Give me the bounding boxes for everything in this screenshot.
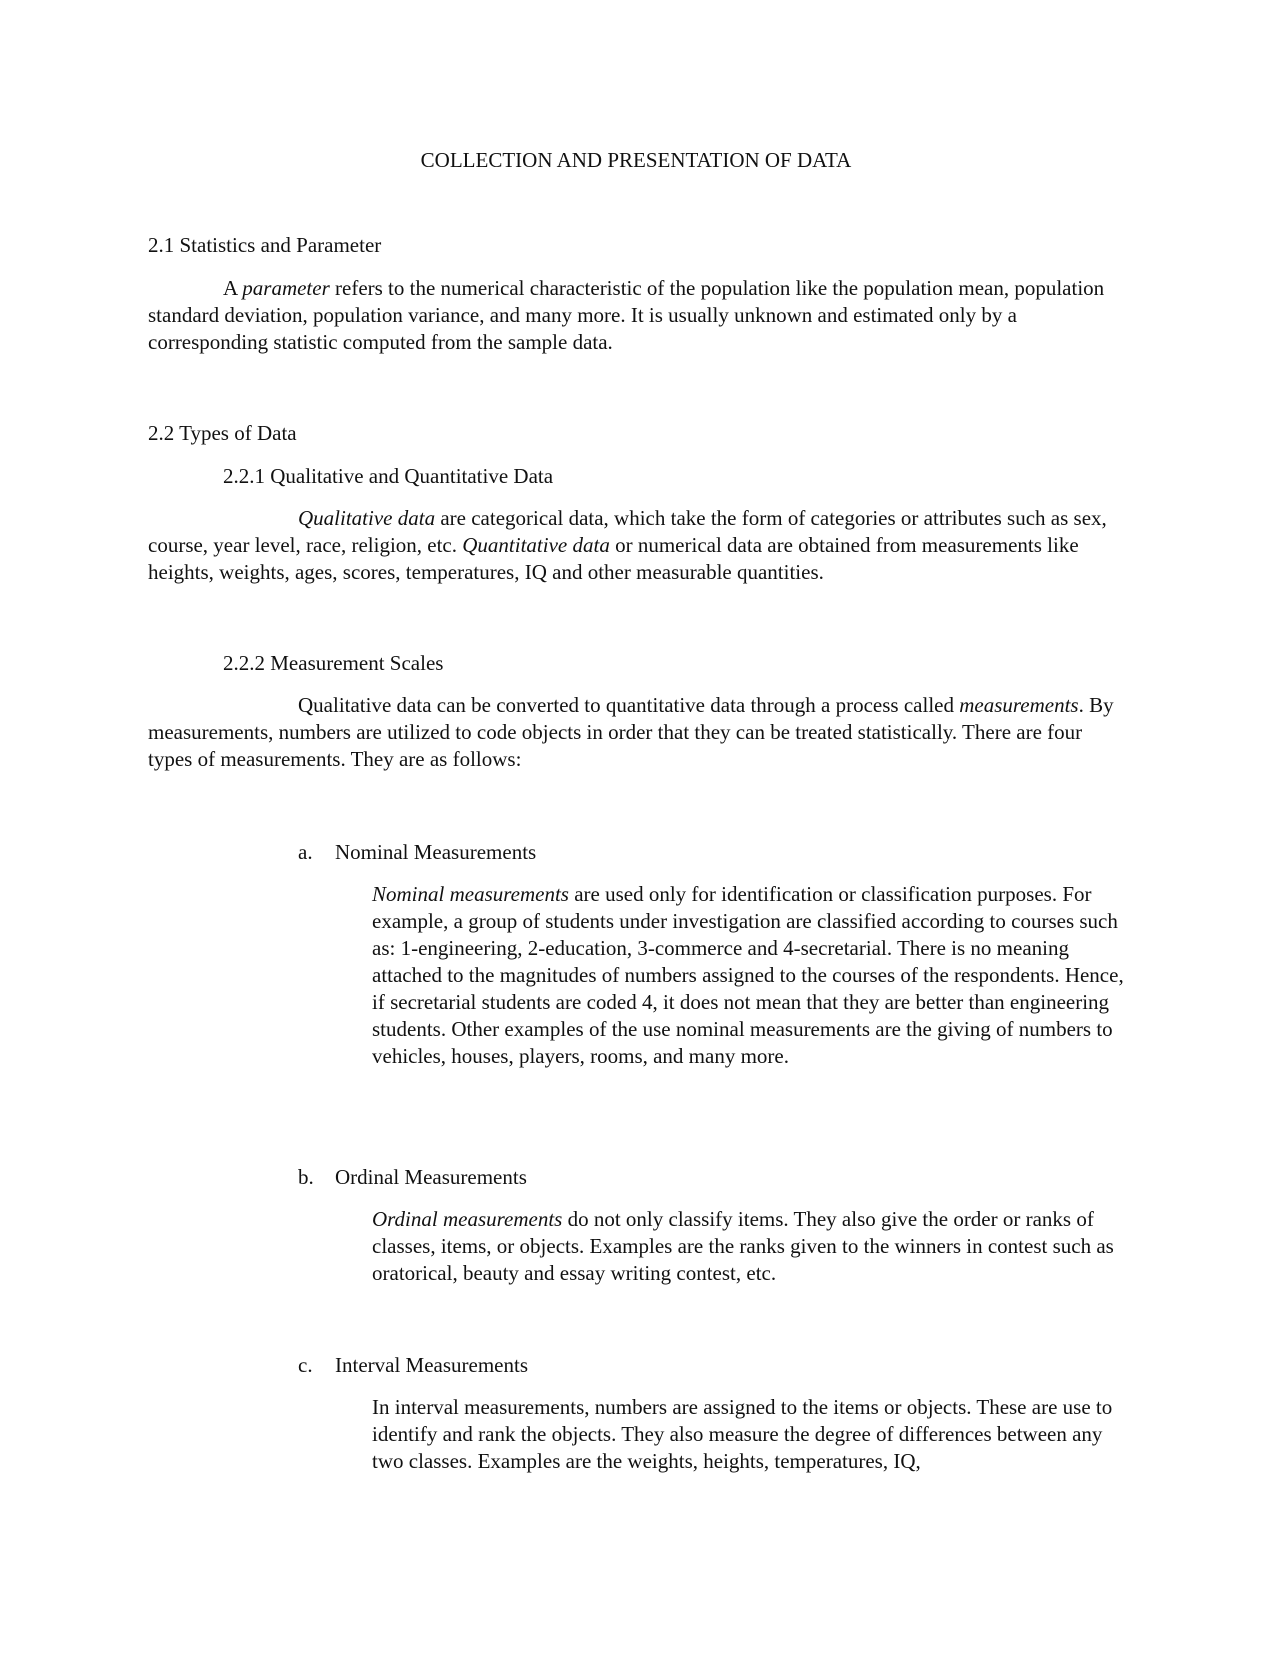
paragraph-text: refers to the numerical characteristic of the population like the population mean, population standard deviation, population variance, and many more. It is usually unknown and estimated only by a corresponding statistic computed from the sample data.	[148, 276, 1105, 354]
paragraph-ordinal	[372, 1206, 1127, 1287]
paragraph-text: . By measurements, numbers are utilized to code objects in order that they can be treated statistically. There are four types of measurements. They are as follows:	[148, 693, 1114, 771]
term-quantitative-data: Quantitative data	[462, 533, 610, 557]
paragraph-interval	[372, 1394, 1127, 1475]
paragraph-measurement-scales	[148, 692, 1124, 773]
subsection-heading-2-2-2: 2.2.2 Measurement Scales	[223, 651, 444, 675]
term-parameter: parameter	[242, 276, 330, 300]
section-heading-2-1: 2.1 Statistics and Parameter	[148, 233, 382, 257]
paragraph-text: In interval measurements, numbers are assigned to the items or objects. These are use to identify and rank the objects. They also measure the degree of differences between any two classes. Examples are the weights, heights, temperatures, IQ,	[372, 1395, 1113, 1473]
section-heading-2-2: 2.2 Types of Data	[148, 421, 297, 445]
paragraph-text: A	[223, 276, 243, 300]
paragraph-text: are categorical data, which take the form of categories or attributes such as sex, course, year level, race, religion, etc.	[148, 506, 1107, 557]
term-ordinal-measurements: Ordinal measurements	[372, 1207, 563, 1231]
subsection-heading-2-2-1: 2.2.1 Qualitative and Quantitative Data	[223, 464, 554, 488]
paragraph-parameter	[148, 275, 1124, 356]
list-item-title-nominal: Nominal Measurements	[335, 840, 537, 864]
paragraph-nominal	[372, 881, 1127, 1070]
list-marker-a: a.	[298, 840, 313, 864]
list-marker-b: b.	[298, 1165, 314, 1189]
paragraph-text: Qualitative data can be converted to quantitative data through a process called	[298, 693, 960, 717]
paragraph-text: do not only classify items. They also give the order or ranks of classes, items, or objects. Examples are the ranks given to the winners in contest such as oratorical, beauty and essay writing contest, etc.	[372, 1207, 1114, 1285]
list-item-title-ordinal: Ordinal Measurements	[335, 1165, 527, 1189]
term-measurements: measurements	[959, 693, 1079, 717]
term-nominal-measurements: Nominal measurements	[372, 882, 569, 906]
paragraph-text: are used only for identification or classification purposes. For example, a group of students under investigation are classified according to courses such as: 1-engineering, 2-education, 3-commerce and 4-secretarial. There is no meaning attached to the magnitudes of numbers assigned to the courses of the respondents. Hence, if secretarial students are coded 4, it does not mean that they are better than engineering students. Other examples of the use nominal measurements are the giving of numbers to vehicles, houses, players, rooms, and many more.	[372, 882, 1124, 1068]
list-marker-c: c.	[298, 1353, 313, 1377]
paragraph-data-types	[148, 505, 1124, 586]
paragraph-text: or numerical data are obtained from measurements like heights, weights, ages, scores, temperatures, IQ and other measurable quantities.	[148, 533, 1079, 584]
list-item-title-interval: Interval Measurements	[335, 1353, 529, 1377]
document-title: COLLECTION AND PRESENTATION OF DATA	[420, 148, 852, 172]
term-qualitative-data: Qualitative data	[298, 506, 436, 530]
